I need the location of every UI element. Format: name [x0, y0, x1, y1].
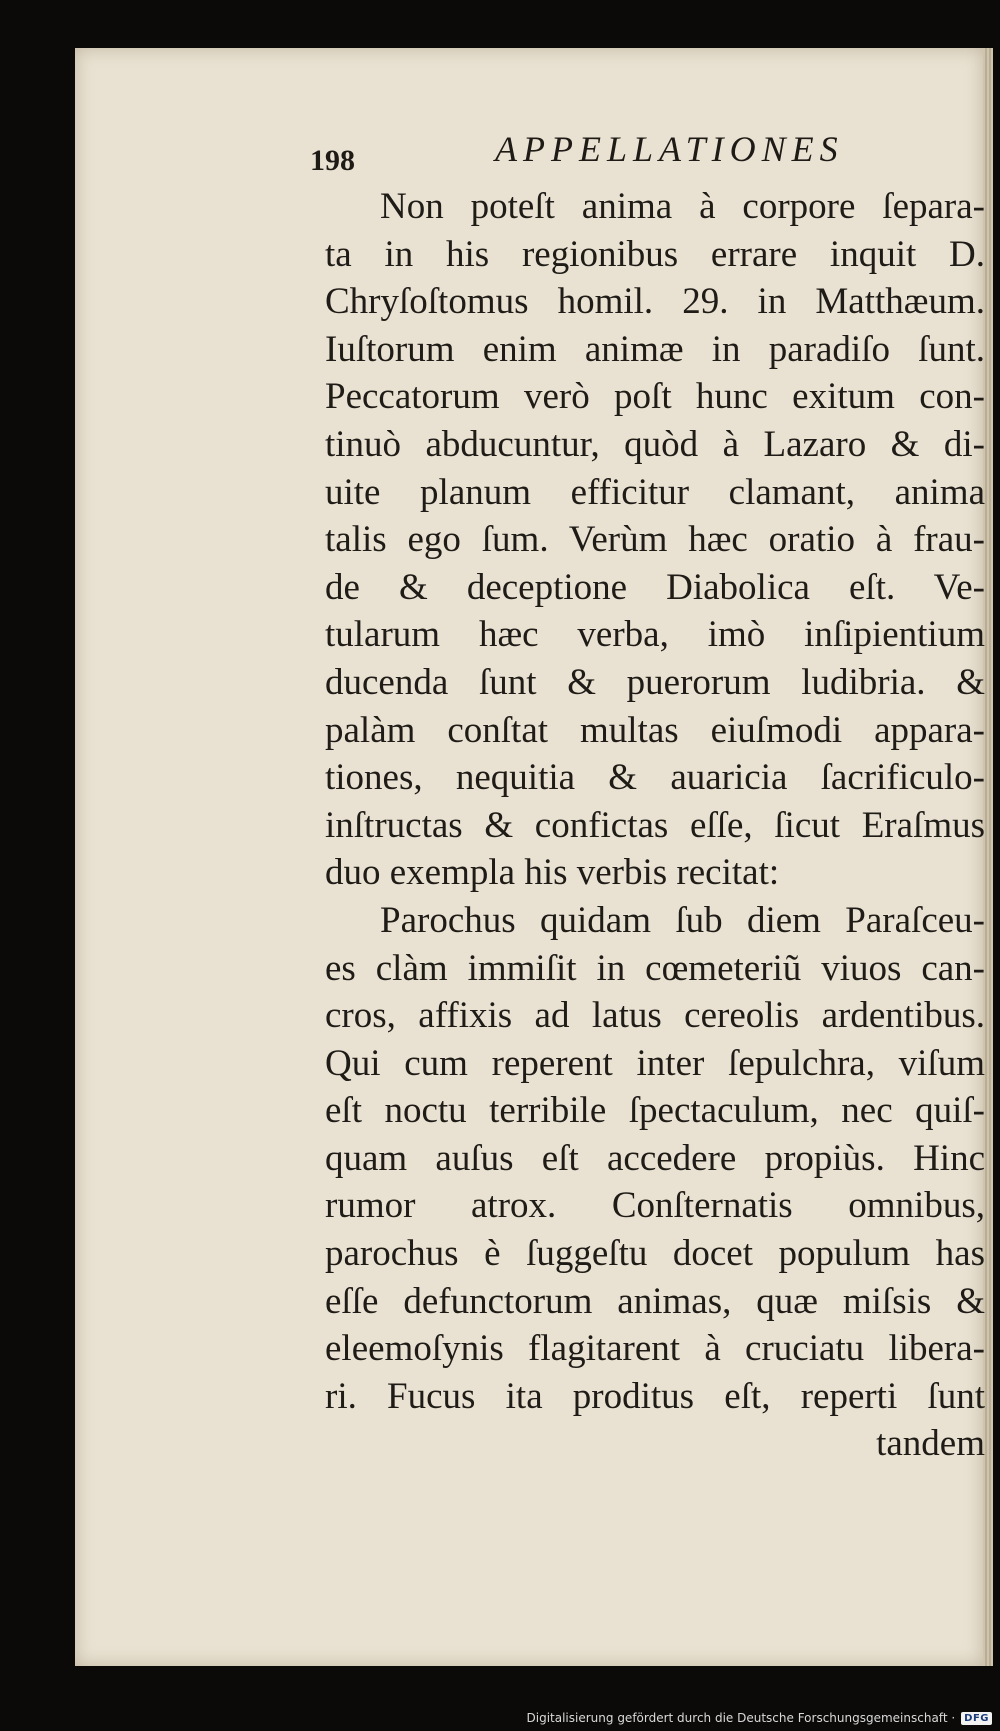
text-line: ducenda ſunt & puerorum ludibria. &	[325, 661, 985, 703]
text-line: ri. Fucus ita proditus eſt, reperti ſunt	[325, 1375, 985, 1417]
running-title: APPELLATIONES	[495, 129, 844, 169]
catchword: tandem	[876, 1423, 985, 1465]
text-line: de & deceptione Diabolica eſt. Ve-	[325, 566, 985, 608]
text-line: Chryſoſtomus homil. 29. in Matthæum.	[325, 281, 985, 323]
text-line: eleemoſynis flagitarent à cruciatu libera-	[325, 1328, 985, 1370]
text-line: talis ego ſum. Verùm hæc oratio à frau-	[325, 519, 985, 561]
text-line: quam auſus eſt accedere propiùs. Hinc	[325, 1137, 985, 1179]
text-line: Qui cum reperent inter ſepulchra, viſum	[325, 1042, 985, 1084]
text-line: Non poteſt anima à corpore ſepara-	[380, 186, 985, 227]
text-line: Iuſtorum enim animæ in paradiſo ſunt.	[325, 328, 985, 370]
text-line: tiones, nequitia & auaricia ſacrificulo-	[325, 757, 985, 799]
text-line: tinuò abducuntur, quòd à Lazaro & di-	[325, 423, 985, 465]
text-line: ta in his regionibus errare inquit D.	[325, 233, 985, 275]
text-line: duo exempla his verbis recitat:	[325, 852, 780, 894]
text-line: palàm conſtat multas eiuſmodi appara-	[325, 709, 985, 751]
dfg-logo: DFG	[961, 1712, 992, 1725]
text-line: cros, affixis ad latus cereolis ardentibus.	[325, 995, 985, 1037]
footer-credit: Digitalisierung gefördert durch die Deutsche Forschungsgemeinschaft ·	[526, 1711, 956, 1725]
text-line: Peccatorum verò poſt hunc exitum con-	[325, 376, 985, 418]
text-line: tularum hæc verba, imò inſipientium	[325, 614, 985, 656]
text-block	[325, 183, 985, 1468]
page-number: 198	[310, 144, 355, 177]
running-head	[310, 128, 900, 178]
text-line: rumor atrox. Conſternatis omnibus,	[325, 1185, 985, 1227]
text-line: uite planum efficitur clamant, anima	[325, 471, 985, 513]
text-line: parochus è ſuggeſtu docet populum has	[325, 1233, 985, 1275]
text-line: eſſe defunctorum animas, quæ miſsis &	[325, 1280, 985, 1322]
text-line: es clàm immiſit in cœmeteriũ viuos can-	[325, 947, 985, 989]
text-line: Parochus quidam ſub diem Paraſceu-	[380, 899, 985, 941]
digitization-footer	[527, 1711, 992, 1725]
text-line: inſtructas & confictas eſſe, ſicut Eraſmus	[325, 804, 985, 846]
text-line: eſt noctu terribile ſpectaculum, nec quiſ-	[325, 1090, 985, 1132]
